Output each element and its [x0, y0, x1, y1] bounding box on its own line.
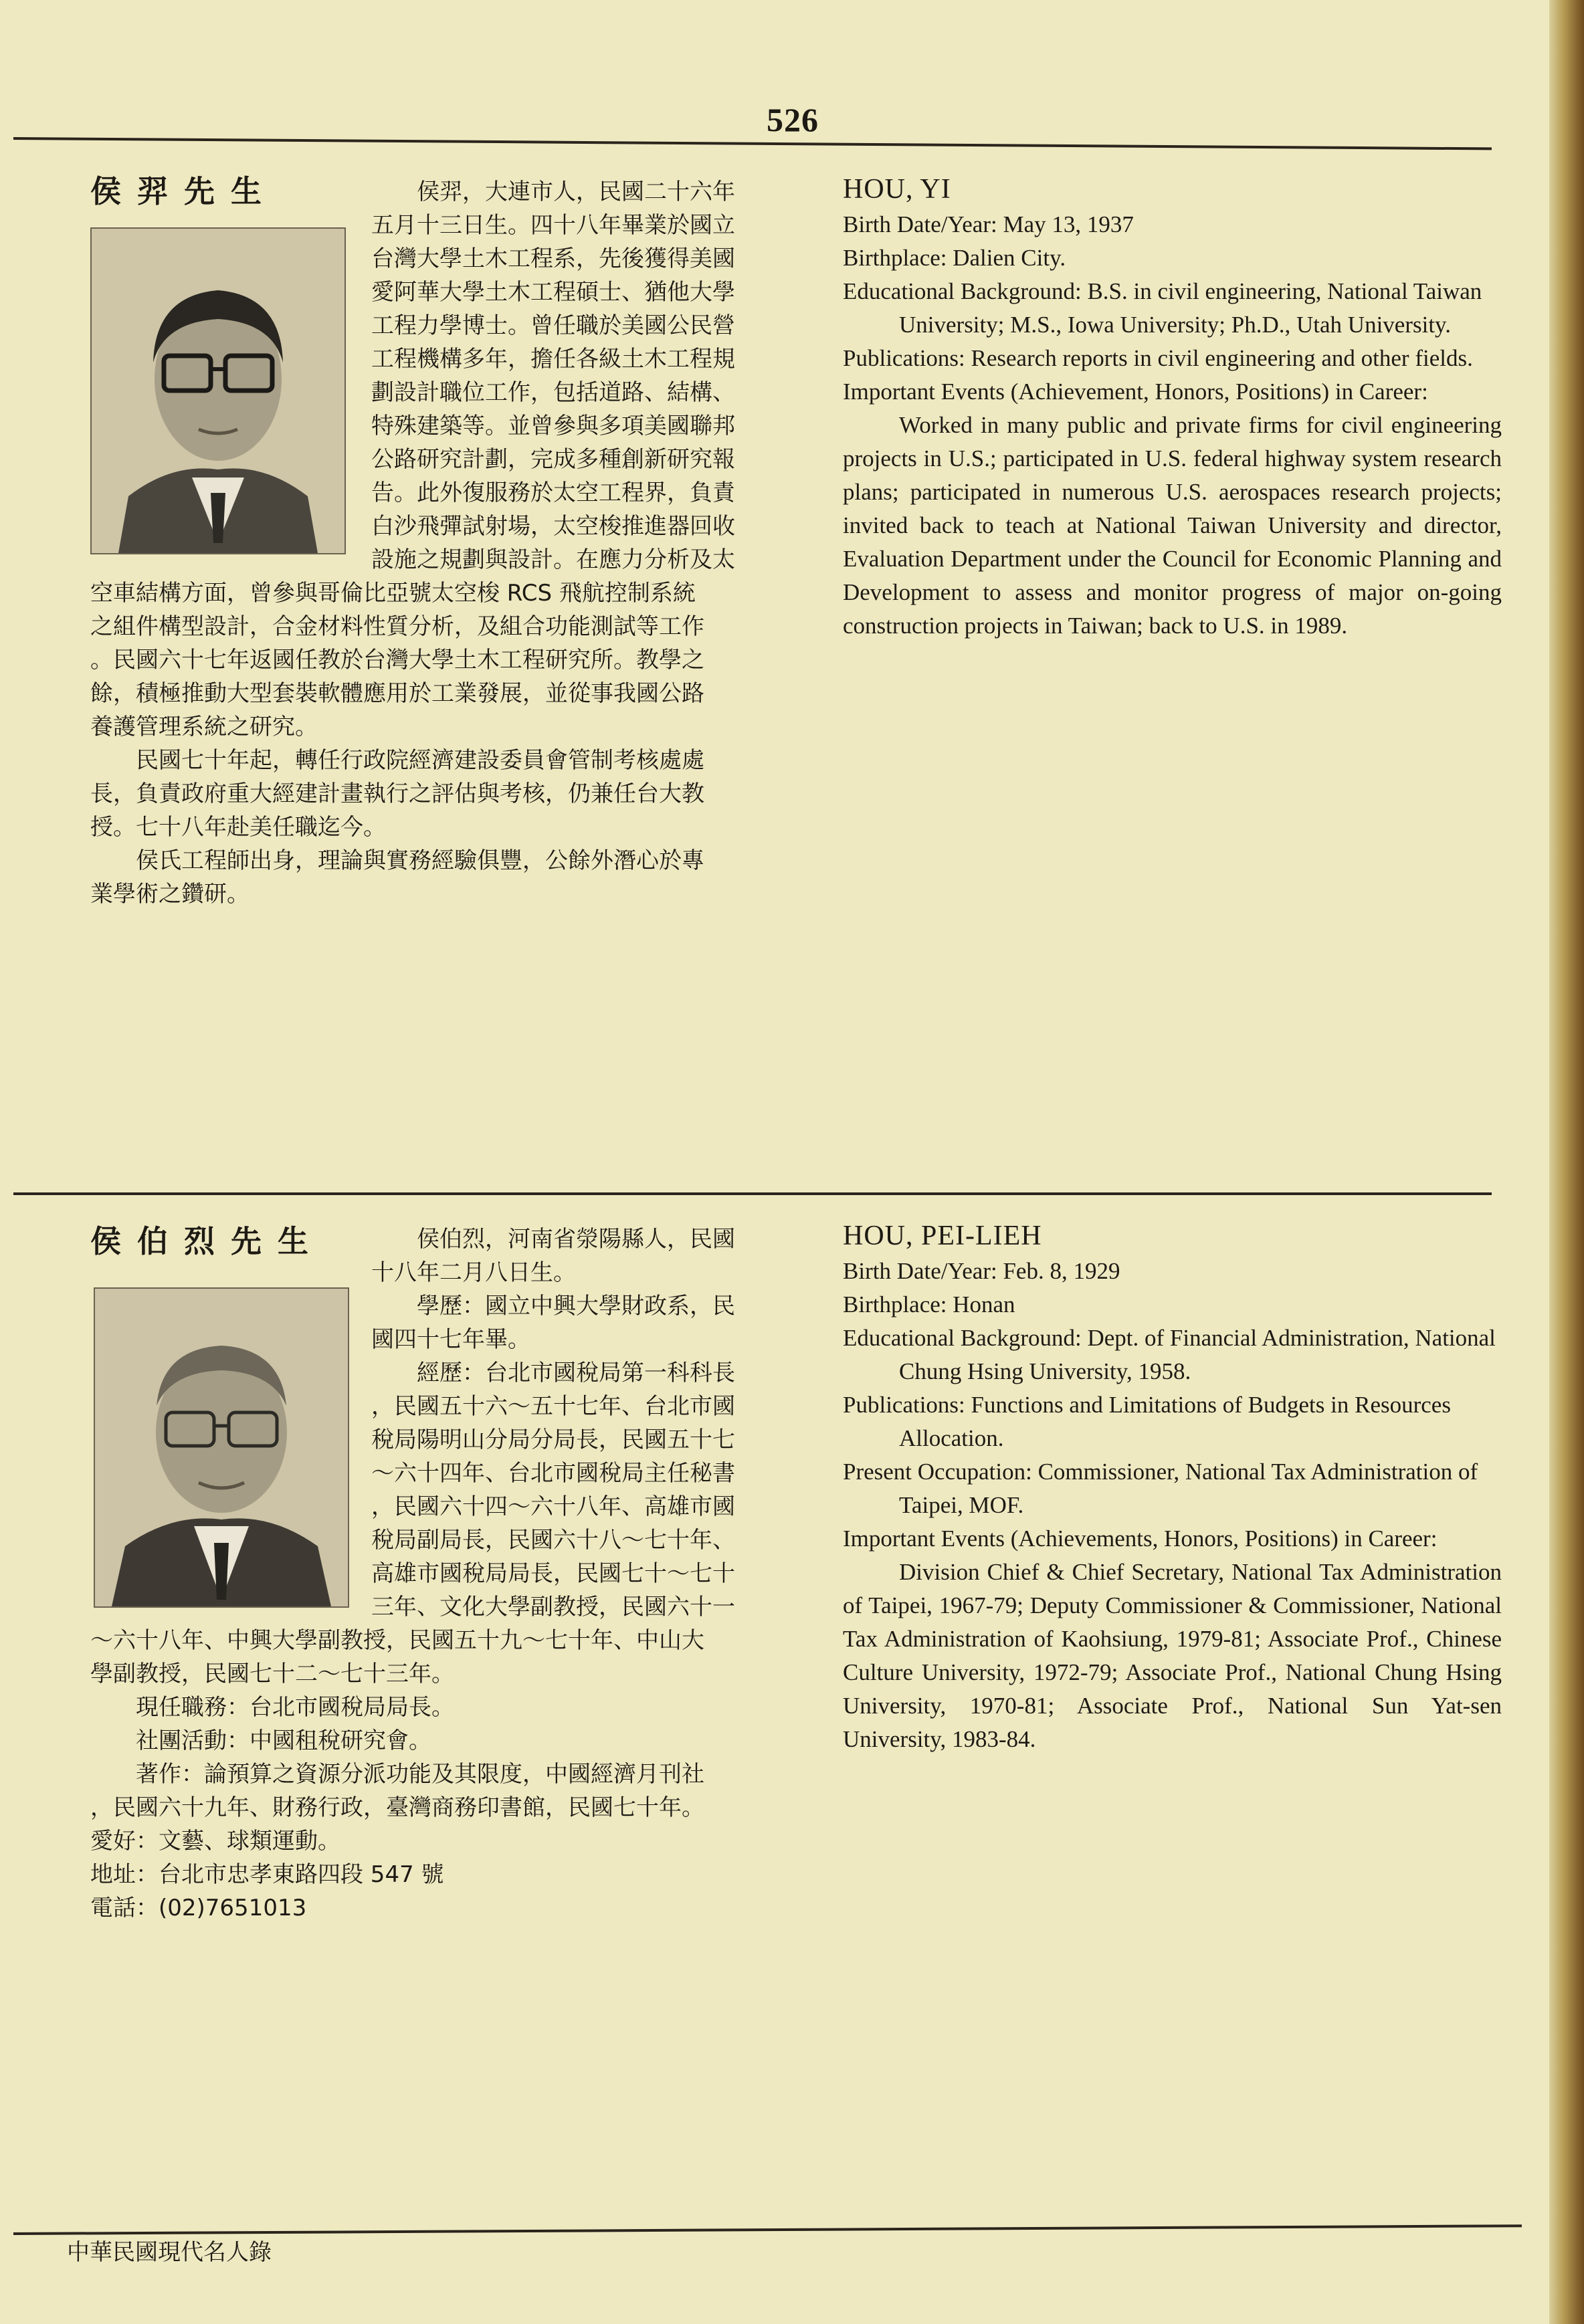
entry-2-chinese-bio-bottom — [90, 1624, 704, 1925]
entry-2-zh-line: ，民國六十九年、財務行政，臺灣商務印書館，民國七十年。 — [90, 1794, 704, 1821]
top-rule — [13, 137, 1492, 150]
entry-1-zh-line: 告。此外復服務於太空工程界，負責 — [371, 480, 735, 506]
entry-2-zh-line: 經歷：台北市國稅局第一科科長 — [417, 1360, 735, 1386]
entry-2-portrait-photo — [94, 1287, 349, 1608]
entry-2-zh-line: 現任職務：台北市國稅局局長。 — [136, 1694, 454, 1721]
entry-2-english-bio — [843, 1217, 1502, 1756]
entry-1-birthplace: Birthplace: Dalien City. — [843, 245, 1066, 271]
entry-2-zh-line: ，民國六十四～六十八年、高雄市國 — [371, 1493, 735, 1520]
entry-1-zh-line: 養護管理系統之研究。 — [90, 714, 318, 740]
entry-2-birthplace: Birthplace: Honan — [843, 1291, 1015, 1317]
entry-1-english-bio — [843, 171, 1502, 643]
entry-1-chinese-bio-top — [371, 175, 735, 576]
entry-2-chinese-name: 侯伯烈先生 — [90, 1223, 324, 1259]
entry-2-events: Division Chief & Chief Secretary, National Tax Administration of Taipei, 1967-79; Deputy Commissioner & Commissioner, National Tax Administration of Kaohsiung, 1979-81; Associate Prof., Chinese Culture University, 1972-79; Associate Prof., National Chung Hsing University, 1970-81; Associate Prof., National Sun Yat-sen University, 1983-84. — [843, 1559, 1502, 1752]
entry-2-zh-line: 愛好：文藝、球類運動。 — [90, 1828, 340, 1855]
entry-1-zh-line: 設施之規劃與設計。在應力分析及太 — [371, 546, 735, 573]
middle-rule — [13, 1192, 1492, 1195]
entry-1-zh-line: 特殊建築等。並曾參與多項美國聯邦 — [371, 413, 735, 439]
entry-2-publications: Publications: Functions and Limitations of Budgets in Resources Allocation. — [843, 1392, 1451, 1451]
entry-1-zh-line: 業學術之鑽研。 — [90, 881, 250, 908]
entry-1-zh-line: 白沙飛彈試射場，太空梭推進器回收 — [371, 513, 735, 540]
entry-2-events-label: Important Events (Achievements, Honors, Positions) in Career: — [843, 1525, 1438, 1552]
entry-2-zh-line: 電話：(02)7651013 — [90, 1895, 307, 1921]
entry-1-english-name: HOU, YI — [843, 174, 951, 205]
entry-2-zh-line: 國四十七年畢。 — [371, 1326, 530, 1353]
entry-1-zh-line: 五月十三日生。四十八年畢業於國立 — [371, 212, 735, 239]
entry-2-english-name: HOU, PEI-LIEH — [843, 1221, 1042, 1251]
entry-2-zh-line: 地址：台北市忠孝東路四段 547 號 — [90, 1861, 444, 1888]
entry-2-zh-line: 十八年二月八日生。 — [371, 1259, 576, 1286]
entry-1-education: Educational Background: B.S. in civil engineering, National Taiwan University; M.S., Iowa University; Ph.D., Utah University. — [843, 278, 1482, 338]
entry-1-events: Worked in many public and private firms for civil engineering projects in U.S.; participated in U.S. federal highway system research plans; participated in numerous U.S. aerospaces research projects; invited back to teach at National Taiwan University and director, Evaluation Department under the Council for Economic Planning and Development to assess and monitor progress of major on-going construction projects in Taiwan; back to U.S. in 1989. — [843, 412, 1502, 639]
entry-1-zh-line: 空車結構方面，曾參與哥倫比亞號太空梭 RCS 飛航控制系統 — [90, 580, 696, 607]
entry-2-zh-line: ～六十四年、台北市國稅局主任秘書 — [371, 1460, 735, 1487]
entry-1-zh-line: 公路研究計劃，完成多種創新研究報 — [371, 446, 735, 473]
entry-2-zh-line: 稅局陽明山分局分局長，民國五十七 — [371, 1427, 735, 1453]
entry-2-occupation: Present Occupation: Commissioner, National Tax Administration of Taipei, MOF. — [843, 1459, 1478, 1518]
entry-1-zh-line: 。民國六十七年返國任教於台灣大學土木工程研究所。教學之 — [90, 647, 704, 673]
entry-1-zh-line: 長，負責政府重大經建計畫執行之評估與考核，仍兼任台大教 — [90, 780, 704, 807]
footer-book-title: 中華民國現代名人錄 — [67, 2239, 272, 2266]
entry-1-zh-line: 愛阿華大學土木工程碩士、猶他大學 — [371, 279, 735, 306]
entry-2-zh-line: 學歷：國立中興大學財政系，民 — [417, 1293, 735, 1319]
entry-1-zh-line: 侯氏工程師出身，理論與實務經驗俱豐，公餘外潛心於專 — [136, 847, 704, 874]
entry-1-zh-line: 工程力學博士。曾任職於美國公民營 — [371, 312, 735, 339]
entry-2-chinese-bio-top — [371, 1223, 735, 1624]
entry-1-zh-line: 之組件構型設計，合金材料性質分析，及組合功能測試等工作 — [90, 613, 704, 640]
entry-2-zh-line: 著作：論預算之資源分派功能及其限度，中國經濟月刊社 — [136, 1761, 704, 1788]
entry-1-zh-line: 台灣大學土木工程系，先後獲得美國 — [371, 245, 735, 272]
entry-1-chinese-name: 侯羿先生 — [90, 173, 278, 209]
entry-2-zh-line: 三年、文化大學副教授，民國六十一 — [371, 1594, 735, 1620]
entry-1-chinese-bio-bottom — [90, 576, 704, 911]
entry-2-zh-line: 學副教授，民國七十二～七十三年。 — [90, 1661, 454, 1687]
entry-1-zh-line: 民國七十年起，轉任行政院經濟建設委員會管制考核處處 — [136, 747, 704, 774]
entry-1-zh-line: 餘，積極推動大型套裝軟體應用於工業發展，並從事我國公路 — [90, 680, 704, 707]
entry-2-zh-line: 高雄市國稅局局長，民國七十～七十 — [371, 1560, 735, 1587]
entry-1-publications: Publications: Research reports in civil engineering and other fields. — [843, 345, 1473, 371]
entry-1-zh-line: 劃設計職位工作，包括道路、結構、 — [371, 379, 735, 406]
entry-1-zh-line: 授。七十八年赴美任職迄今。 — [90, 814, 386, 841]
entry-1-zh-line: 工程機構多年，擔任各級土木工程規 — [371, 346, 735, 373]
entry-1-zh-line: 侯羿，大連市人，民國二十六年 — [417, 179, 735, 205]
page-number: 526 — [767, 101, 819, 138]
entry-2-zh-line: ，民國五十六～五十七年、台北市國 — [371, 1393, 735, 1420]
entry-2-zh-line: ～六十八年、中興大學副教授，民國五十九～七十年、中山大 — [90, 1627, 704, 1654]
entry-2-birth-date: Birth Date/Year: Feb. 8, 1929 — [843, 1258, 1120, 1284]
entry-1-events-label: Important Events (Achievement, Honors, Positions) in Career: — [843, 379, 1428, 405]
entry-2-zh-line: 稅局副局長，民國六十八～七十年、 — [371, 1527, 735, 1554]
entry-2-zh-line: 侯伯烈，河南省滎陽縣人，民國 — [417, 1226, 735, 1253]
entry-2-zh-line: 社團活動：中國租稅研究會。 — [136, 1727, 431, 1754]
entry-1-birth-date: Birth Date/Year: May 13, 1937 — [843, 211, 1134, 237]
page-edge — [1549, 0, 1584, 2324]
entry-2-education: Educational Background: Dept. of Financial Administration, National Chung Hsing University, 1958. — [843, 1325, 1496, 1384]
entry-1-portrait-photo — [90, 227, 346, 554]
